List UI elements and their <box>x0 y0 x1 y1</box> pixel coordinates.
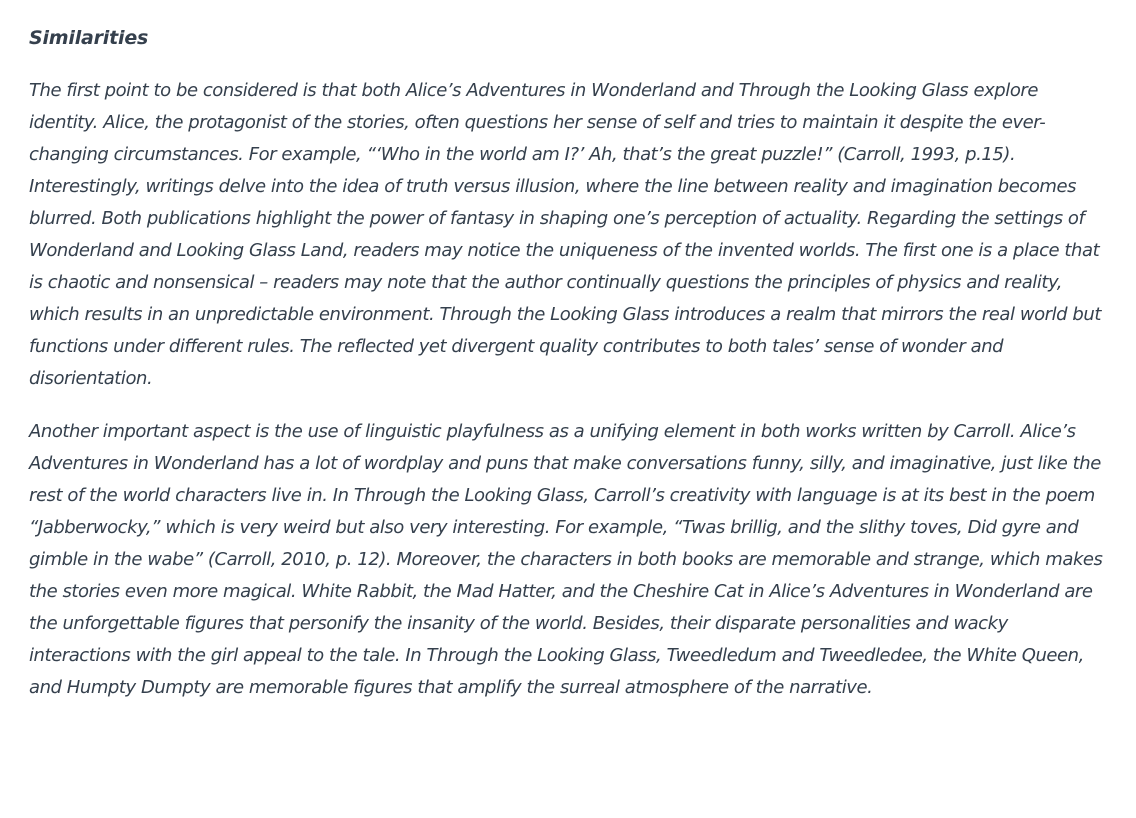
article-section <box>29 22 1109 704</box>
section-heading: Similarities <box>29 27 149 49</box>
paragraph-identity: The first point to be considered is that both Alice’s Adventures in Wonderland and Through the Looking Glass explore identity. Alice, the protagonist of the stories, often questions her sense of self and tries to maintain it despite the ever-changing circumstances. For example, “‘Who in the world am I?’ Ah, that’s the great puzzle!” (Carroll, 1993, p.15). Interestingly, writings delve into the idea of truth versus illusion, where the line between reality and imagination becomes blurred. Both publications highlight the power of fantasy in shaping one’s perception of actuality. Regarding the settings of Wonderland and Looking Glass Land, readers may notice the uniqueness of the invented worlds. The first one is a place that is chaotic and nonsensical – readers may note that the author continually questions the principles of physics and reality, which results in an unpredictable environment. Through the Looking Glass introduces a realm that mirrors the real world but functions under different rules. The reflected yet divergent quality contributes to both tales’ sense of wonder and disorientation. <box>29 80 1101 389</box>
paragraph-linguistic-playfulness: Another important aspect is the use of linguistic playfulness as a unifying element in both works written by Carroll. Alice’s Adventures in Wonderland has a lot of wordplay and puns that make conversations funny, silly, and imaginative, just like the rest of the world characters live in. In Through the Looking Glass, Carroll’s creativity with language is at its best in the poem “Jabberwocky,” which is very weird but also very interesting. For example, “Twas brillig, and the slithy toves, Did gyre and gimble in the wabe” (Carroll, 2010, p. 12). Moreover, the characters in both books are memorable and strange, which makes the stories even more magical. White Rabbit, the Mad Hatter, and the Cheshire Cat in Alice’s Adventures in Wonderland are the unforgettable figures that personify the insanity of the world. Besides, their disparate personalities and wacky interactions with the girl appeal to the tale. In Through the Looking Glass, Tweedledum and Tweedledee, the White Queen, and Humpty Dumpty are memorable figures that amplify the surreal atmosphere of the narrative. <box>29 421 1103 698</box>
